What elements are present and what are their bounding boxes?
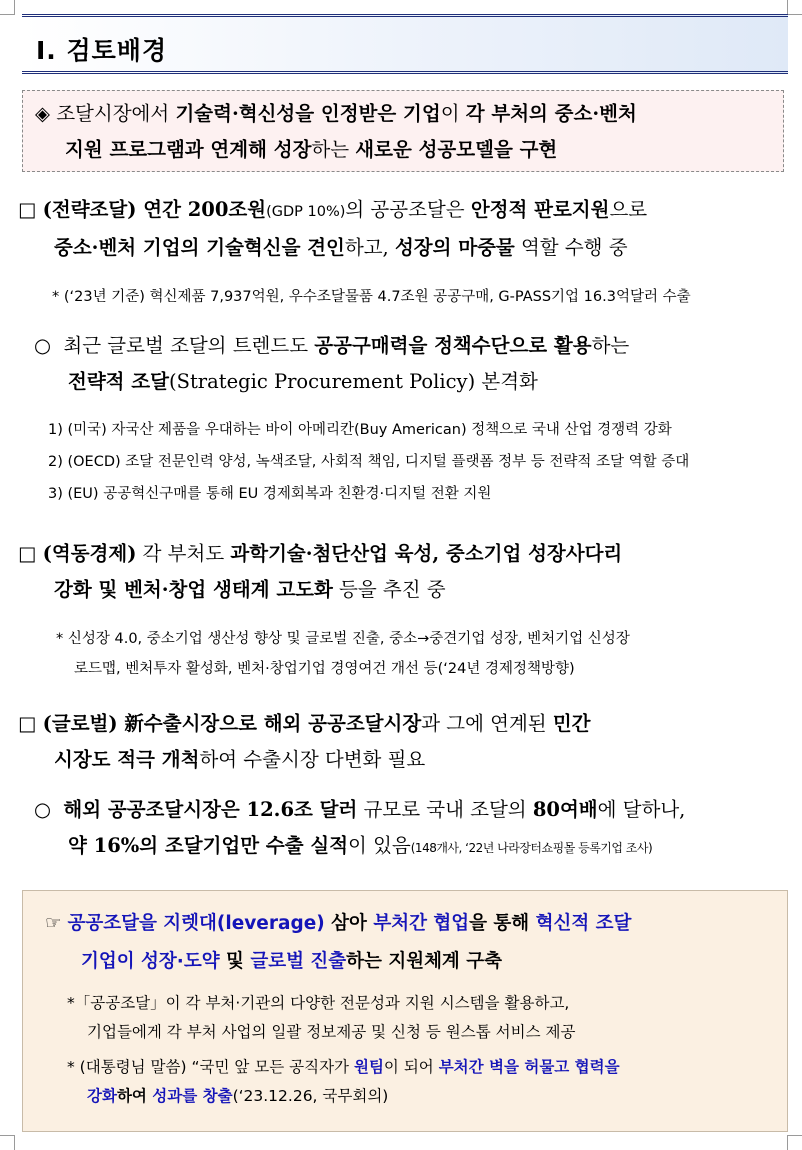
paragraph-heading: (글로벌) [42,712,118,735]
paragraph-strategic-procurement [18,192,790,266]
conclusion-text: 을 통해 [469,913,536,934]
list-item: 3) (EU) 공공혁신구매를 통해 EU 경제회복과 친환경·디지털 전환 지원 [48,486,492,502]
conclusion-note-2 [67,1053,620,1111]
paragraph-text: 에 달하나, [597,798,686,821]
paragraph-heading: (역동경제) [42,542,137,565]
circle-bullet-icon: ○ [34,334,52,357]
paragraph-global-trend [34,328,786,400]
footnote-economic-policy [56,624,788,684]
page-corner-mark [787,0,802,15]
country-list [48,414,788,510]
note-text: (‘23.12.26, 국무회의) [232,1087,389,1105]
note-text: * (대통령님 말씀) “국민 앞 모든 공직자가 [67,1058,354,1076]
diamond-bullet-icon: ◈ [35,102,50,125]
paragraph-text: 규모로 국내 조달의 [357,798,533,821]
page-corner-mark [0,1135,15,1150]
conclusion-emphasis: 혁신적 조달 [535,913,632,934]
paragraph-emphasis: 약 16%의 조달기업만 수출 실적 [68,834,349,857]
paragraph-global [18,706,790,778]
paragraph-text: 등을 추진 중 [332,578,446,601]
conclusion-box [22,890,788,1132]
paragraph-text: 본격화 [475,370,538,393]
note-emphasis: 원팀 [353,1058,384,1076]
conclusion-emphasis: 기업이 성장·도약 [81,951,220,972]
paragraph-text: 하는 [591,334,630,357]
paragraph-text: 하고, [344,236,395,259]
paragraph-source: (148개사, ‘22년 나라장터쇼핑몰 등록기업 조사) [410,841,653,855]
note-emphasis: 부처간 벽을 허물고 협력을 [438,1058,620,1076]
paragraph-dynamic-economy [18,536,790,608]
section-title-bar [22,14,788,74]
checkbox-square-icon: □ [18,542,37,565]
section-title: Ⅰ. 검토배경 [36,36,168,65]
conclusion-emphasis: 부처간 협업 [373,913,470,934]
footnote-line: * 신성장 4.0, 중소기업 생산성 향상 및 글로벌 진출, 중소→중견기업 성장, 벤처기업 신성장 [56,631,630,647]
paragraph-text: 역할 수행 중 [514,236,628,259]
conclusion-note-1 [67,989,575,1047]
paragraph-emphasis: 연간 200조원 [136,198,267,221]
note-emphasis: 강화 [87,1087,117,1105]
note-emphasis: 성과를 창출 [152,1087,233,1105]
note-line: *「공공조달」이 각 부처·기관의 다양한 전문성과 지원 시스템을 활용하고, [67,994,570,1012]
paragraph-text: 의 공공조달은 [345,198,471,221]
page-corner-mark [787,1135,802,1150]
paragraph-text: (GDP 10%) [266,204,346,220]
paragraph-emphasis: 전략적 조달 [68,370,169,393]
list-item: 1) (미국) 자국산 제품을 우대하는 바이 아메리칸(Buy American) 정책으로 국내 산업 경쟁력 강화 [48,422,672,438]
conclusion-text: 삼아 [324,913,374,934]
paragraph-text: 각 부처도 [136,542,231,565]
paragraph-emphasis: 강화 및 벤처·창업 생태계 고도화 [54,578,333,601]
paragraph-emphasis: 공공구매력을 정책수단으로 활용 [314,334,592,357]
summary-line-1 [35,96,771,132]
summary-emphasis: 기술력·혁신성을 인정받은 기업 [175,102,441,125]
paragraph-emphasis: 안정적 판로지원 [470,198,610,221]
summary-text: 조달시장에서 [56,102,176,125]
footnote-line: 로드맵, 벤처투자 활성화, 벤처·창업기업 경영여건 개선 등(‘24년 경제정책방향) [74,661,575,677]
conclusion-emphasis: 공공조달을 지렛대(leverage) [67,913,325,934]
paragraph-emphasis: 80여배 [532,798,598,821]
conclusion-text: 및 [219,951,251,972]
note-text: 이 되어 [383,1058,439,1076]
summary-emphasis: 각 부처의 중소·벤처 [465,102,637,125]
paragraph-overseas-market [34,792,786,866]
paragraph-emphasis: 新수출시장으로 해외 공공조달시장 [117,712,422,735]
paragraph-text: 하여 수출시장 다변화 필요 [199,748,426,771]
paragraph-text: 으로 [609,198,648,221]
summary-box [22,90,784,172]
note-text: 하여 [116,1087,153,1105]
paragraph-text: 이 있음 [348,834,411,857]
paragraph-text: 과 그에 연계된 [421,712,553,735]
paragraph-text: (Strategic Procurement Policy) [168,370,476,393]
summary-emphasis: 새로운 성공모델을 구현 [355,138,558,161]
paragraph-emphasis: 해외 공공조달시장은 12.6조 달러 [63,798,358,821]
summary-text: 이 [440,102,466,125]
conclusion-text: 하는 지원체계 구축 [346,951,502,972]
paragraph-emphasis: 성장의 마중물 [394,236,515,259]
page-corner-mark [0,0,15,15]
paragraph-emphasis: 과학기술·첨단산업 육성, 중소기업 성장사다리 [230,542,623,565]
paragraph-heading: (전략조달) [42,198,137,221]
checkbox-square-icon: □ [18,198,37,221]
summary-emphasis: 지원 프로그램과 연계해 성장 [65,138,312,161]
paragraph-emphasis: 시장도 적극 개척 [54,748,200,771]
summary-line-2 [35,132,771,168]
checkbox-square-icon: □ [18,712,37,735]
conclusion-emphasis: 글로벌 진출 [250,951,347,972]
conclusion-main [45,905,631,981]
circle-bullet-icon: ○ [34,798,52,821]
paragraph-text: 최근 글로벌 조달의 트렌드도 [63,334,315,357]
paragraph-emphasis: 중소·벤처 기업의 기술혁신을 견인 [54,236,345,259]
note-line: 기업들에게 각 부처 사업의 일괄 정보제공 및 신청 등 원스톱 서비스 제공 [87,1023,576,1041]
summary-text: 하는 [311,138,356,161]
list-item: 2) (OECD) 조달 전문인력 양성, 녹색조달, 사회적 책임, 디지털 플랫폼 정부 등 전략적 조달 역할 증대 [48,454,690,470]
paragraph-emphasis: 민간 [552,712,591,735]
footnote-2023-stats: * (‘23년 기준) 혁신제품 7,937억원, 우수조달물품 4.7조원 공공구매, G-PASS기업 16.3억달러 수출 [52,289,691,305]
pointing-hand-icon: ☞ [45,913,62,934]
